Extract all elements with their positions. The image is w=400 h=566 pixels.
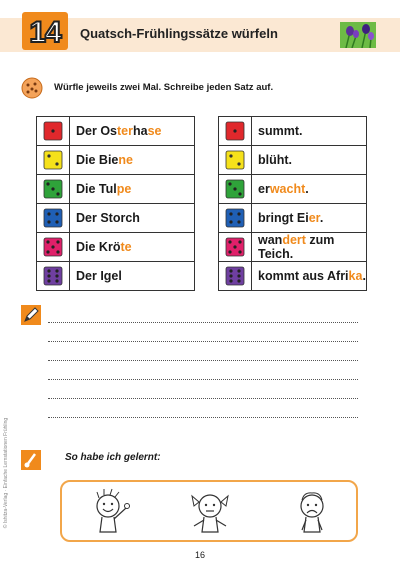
page-title: Quatsch-Frühlingssätze würfeln xyxy=(80,26,278,41)
subject-word xyxy=(70,117,195,146)
syllable: wacht xyxy=(269,182,306,196)
neutral-child-icon[interactable] xyxy=(182,488,238,538)
writing-line[interactable] xyxy=(48,322,358,323)
die-1-icon xyxy=(43,121,63,141)
self-assessment-box xyxy=(60,480,358,542)
happy-child-icon[interactable] xyxy=(82,488,138,538)
die-cell xyxy=(219,233,252,262)
writing-line[interactable] xyxy=(48,360,358,361)
writing-line[interactable] xyxy=(48,398,358,399)
syllable: . xyxy=(362,269,366,283)
subject-row xyxy=(37,175,195,204)
predicate-row xyxy=(219,117,367,146)
subject-row xyxy=(37,117,195,146)
page-number: 16 xyxy=(194,550,205,560)
predicate-word xyxy=(252,204,367,233)
syllable: Die Tul xyxy=(76,182,117,196)
die-3-icon xyxy=(225,179,245,199)
syllable: ter xyxy=(117,124,133,138)
subject-row xyxy=(37,204,195,233)
die-4-icon xyxy=(225,208,245,228)
syllable: kommt aus Afri xyxy=(258,269,349,283)
syllable: zum Teich. xyxy=(258,233,335,261)
syllable: te xyxy=(120,240,132,254)
subject-table xyxy=(36,116,195,291)
self-assessment-label: So habe ich gelernt: xyxy=(65,452,161,463)
syllable: . xyxy=(305,182,309,196)
subject-word xyxy=(70,204,195,233)
predicate-row xyxy=(219,262,367,291)
die-5-icon xyxy=(225,237,245,257)
writing-line[interactable] xyxy=(48,417,358,418)
predicate-table xyxy=(218,116,367,291)
die-cell xyxy=(219,117,252,146)
subject-word xyxy=(70,146,195,175)
syllable: se xyxy=(147,124,162,138)
die-cell xyxy=(219,146,252,175)
syllable: pe xyxy=(116,182,132,196)
die-cell xyxy=(37,175,70,204)
die-6-icon xyxy=(43,266,63,286)
syllable: bringt Ei xyxy=(258,211,309,225)
pencil-icon xyxy=(21,305,41,325)
exercise-number: 14 xyxy=(29,16,61,49)
predicate-word xyxy=(252,146,367,175)
predicate-word xyxy=(252,262,367,291)
predicate-row xyxy=(219,233,367,262)
die-cell xyxy=(219,175,252,204)
predicate-word xyxy=(252,175,367,204)
syllable: ha xyxy=(132,124,148,138)
syllable: ne xyxy=(118,153,133,167)
syllable: ka xyxy=(348,269,363,283)
die-cell xyxy=(37,233,70,262)
syllable: summt. xyxy=(258,124,303,138)
exercise-number-badge xyxy=(22,12,68,50)
subject-word xyxy=(70,233,195,262)
die-2-icon xyxy=(43,150,63,170)
subject-word xyxy=(70,262,195,291)
die-cell xyxy=(219,262,252,291)
die-6-icon xyxy=(225,266,245,286)
die-1-icon xyxy=(225,121,245,141)
sad-child-icon[interactable] xyxy=(284,488,340,538)
syllable: er xyxy=(308,211,320,225)
predicate-row xyxy=(219,204,367,233)
die-cell xyxy=(37,262,70,291)
die-cell xyxy=(37,204,70,233)
dice-cup-icon xyxy=(21,77,43,99)
subject-row xyxy=(37,146,195,175)
syllable: Der Os xyxy=(76,124,117,138)
subject-word xyxy=(70,175,195,204)
syllable: er xyxy=(258,182,270,196)
writing-line[interactable] xyxy=(48,379,358,380)
subject-row xyxy=(37,262,195,291)
syllable: . xyxy=(319,211,324,225)
flower-illustration xyxy=(340,22,376,48)
die-3-icon xyxy=(43,179,63,199)
brush-icon xyxy=(21,450,41,470)
syllable: dert xyxy=(282,233,306,247)
predicate-word xyxy=(252,117,367,146)
writing-line[interactable] xyxy=(48,341,358,342)
syllable: Der Storch xyxy=(76,211,140,225)
die-cell xyxy=(37,146,70,175)
die-cell xyxy=(219,204,252,233)
die-cell xyxy=(37,117,70,146)
predicate-row xyxy=(219,175,367,204)
syllable: Der Igel xyxy=(76,269,122,283)
copyright-note: © Ishitza-Verlag · Einfache Lernstationen Frühling xyxy=(3,417,9,529)
syllable: wan xyxy=(258,233,283,247)
die-5-icon xyxy=(43,237,63,257)
syllable: blüht. xyxy=(258,153,293,167)
instruction-text: Würfle jeweils zwei Mal. Schreibe jeden Satz auf. xyxy=(54,82,274,93)
predicate-word xyxy=(252,233,367,262)
predicate-row xyxy=(219,146,367,175)
syllable: Die Bie xyxy=(76,153,119,167)
die-2-icon xyxy=(225,150,245,170)
syllable: Die Krö xyxy=(76,240,121,254)
subject-row xyxy=(37,233,195,262)
die-4-icon xyxy=(43,208,63,228)
